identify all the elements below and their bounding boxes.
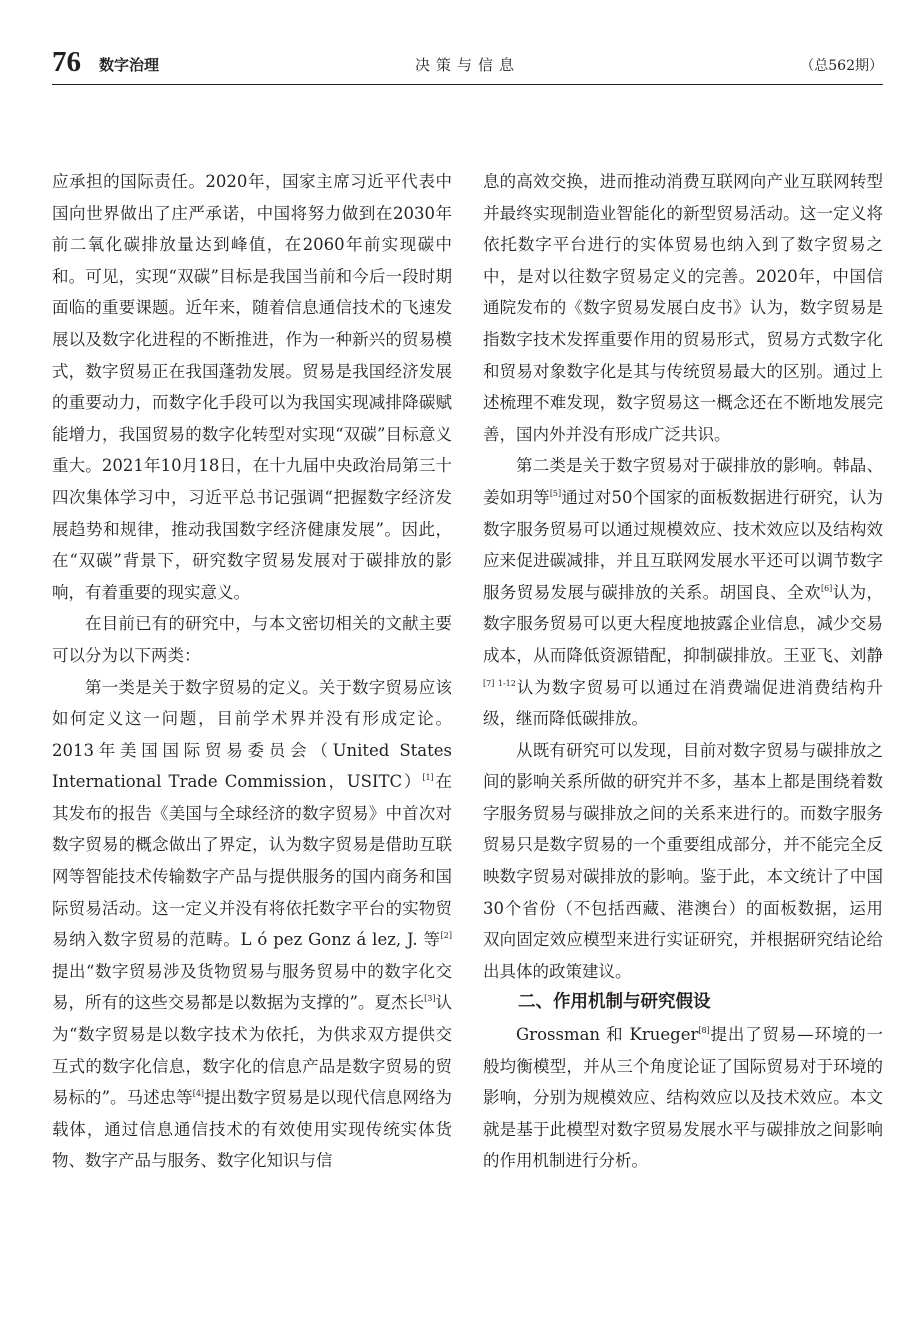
text-run: 第一类是关于数字贸易的定义。关于数字贸易应该如何定义这一问题，目前学术界并没有形成定论。2013年美国国际贸易委员会（United States International Trade Commission，USITC） [52,677,452,792]
citation-ref: [5] [549,488,562,498]
paragraph-research-gap: 从既有研究可以发现，目前对数字贸易与碳排放之间的影响关系所做的研究并不多，基本上都是围绕着数字服务贸易与碳排放之间的关系来进行的。而数字服务贸易只是数字贸易的一个重要组成部分，并不能完全反映数字贸易对碳排放的影响。鉴于此，本文统计了中国30个省份（不包括西藏、港澳台）的面板数据，运用双向固定效应模型来进行实证研究，并根据研究结论给出具体的政策建议。 [483,740,883,981]
text-run: 认为“数字贸易是以数字技术为依托，为供求双方提供交互式的数字化信息，数字化的信息产品是数字贸易的贸易标的”。马述忠等 [52,993,452,1108]
left-column [52,166,452,1177]
paragraph-carbon-impact [483,450,883,734]
citation-ref: [7] 1-12 [483,678,516,688]
text-run: 在其发布的报告《美国与全球经济的数字贸易》中首次对数字贸易的概念做出了界定，认为数字贸易是借助互联网等智能技术传输数字产品与提供服务的国内商务和国际贸易活动。这一定义并没有将依托数字平台的实物贸易纳入数字贸易的范畴。L ó pez Gonz á lez, J. 等 [52,772,453,950]
text-run: 提出数字贸易是以现代信息网络为载体，通过信息通信技术的有效使用实现传统实体货物、数字产品与服务、数字化知识与信 [52,1088,453,1171]
text-run: 通过对50个国家的面板数据进行研究，认为数字服务贸易可以通过规模效应、技术效应以及结构效应来促进碳减排，并且互联网发展水平还可以调节数字服务贸易发展与碳排放的关系。胡国良、全欢 [483,487,883,602]
text-run: 提出了贸易—环境的一般均衡模型，并从三个角度论证了国际贸易对于环境的影响，分别为规模效应、结构效应以及技术效应。本文就是基于此模型对数字贸易发展水平与碳排放之间影响的作用机制进行分析。 [483,1025,884,1171]
citation-ref: [6] [820,583,833,593]
citation-ref: [1] [422,773,434,783]
paragraph-dual-carbon: 应承担的国际责任。2020年，国家主席习近平代表中国向世界做出了庄严承诺，中国将努力做到在2030年前二氧化碳排放量达到峰值，在2060年前实现碳中和。可见，实现“双碳”目标是我国当前和今后一段时期面临的重要课题。近年来，随着信息通信技术的飞速发展以及数字化进程的不断推进，作为一种新兴的贸易模式，数字贸易正在我国蓬勃发展。贸易是我国经济发展的重要动力，而数字化手段可以为我国实现减排降碳赋能增力，我国贸易的数字化转型对实现“双碳”目标意义重大。2021年10月18日，在十九届中央政治局第三十四次集体学习中，习近平总书记强调“把握数字经济发展趋势和规律，推动我国数字经济健康发展”。因此，在“双碳”背景下，研究数字贸易发展对于碳排放的影响，有着重要的现实意义。 [52,172,452,602]
text-run: Grossman 和 Krueger [516,1025,699,1045]
citation-ref: [2] [440,931,452,941]
citation-ref: [4] [192,1089,205,1099]
text-run: 第二类是关于数字贸易对于碳排放的影响。韩晶、姜如玥等 [483,456,883,507]
page-header [52,44,883,85]
paragraph-definition-cont: 息的高效交换，进而推动消费互联网向产业互联网转型并最终实现制造业智能化的新型贸易活动。这一定义将依托数字平台进行的实体贸易也纳入到了数字贸易之中，是对以往数字贸易定义的完善。2020年，中国信通院发布的《数字贸易发展白皮书》认为，数字贸易是指数字技术发挥重要作用的贸易形式，贸易方式数字化和贸易对象数字化是其与传统贸易最大的区别。通过上述梳理不难发现，数字贸易这一概念还在不断地发展完善，国内外并没有形成广泛共识。 [483,172,883,444]
paragraph-definition [52,672,452,1178]
paragraph-literature-intro: 在目前已有的研究中，与本文密切相关的文献主要可以分为以下两类： [52,614,452,665]
page-number: 76 [52,46,81,78]
text-run: 提出“数字贸易涉及货物贸易与服务贸易中的数字化交易，所有的这些交易都是以数据为支撑的”。夏杰长 [52,961,452,1013]
section-heading: 二、作用机制与研究假设 [518,992,711,1013]
text-run: 认为数字贸易可以通过在消费端促进消费结构升级，继而降低碳排放。 [483,677,884,729]
journal-name: 决策与信息 [414,56,520,74]
text-run: 认为，数字服务贸易可以更大程度地披露企业信息，减少交易成本，从而降低资源错配，抑制碳排放。王亚飞、刘静 [483,582,884,665]
section-title: 数字治理 [99,56,160,74]
issue-number: （总562期） [800,58,883,74]
paragraph-mechanism [483,1019,883,1177]
citation-ref: [3] [424,994,436,1004]
citation-ref: [8] [698,1026,710,1036]
right-column [483,166,883,1177]
